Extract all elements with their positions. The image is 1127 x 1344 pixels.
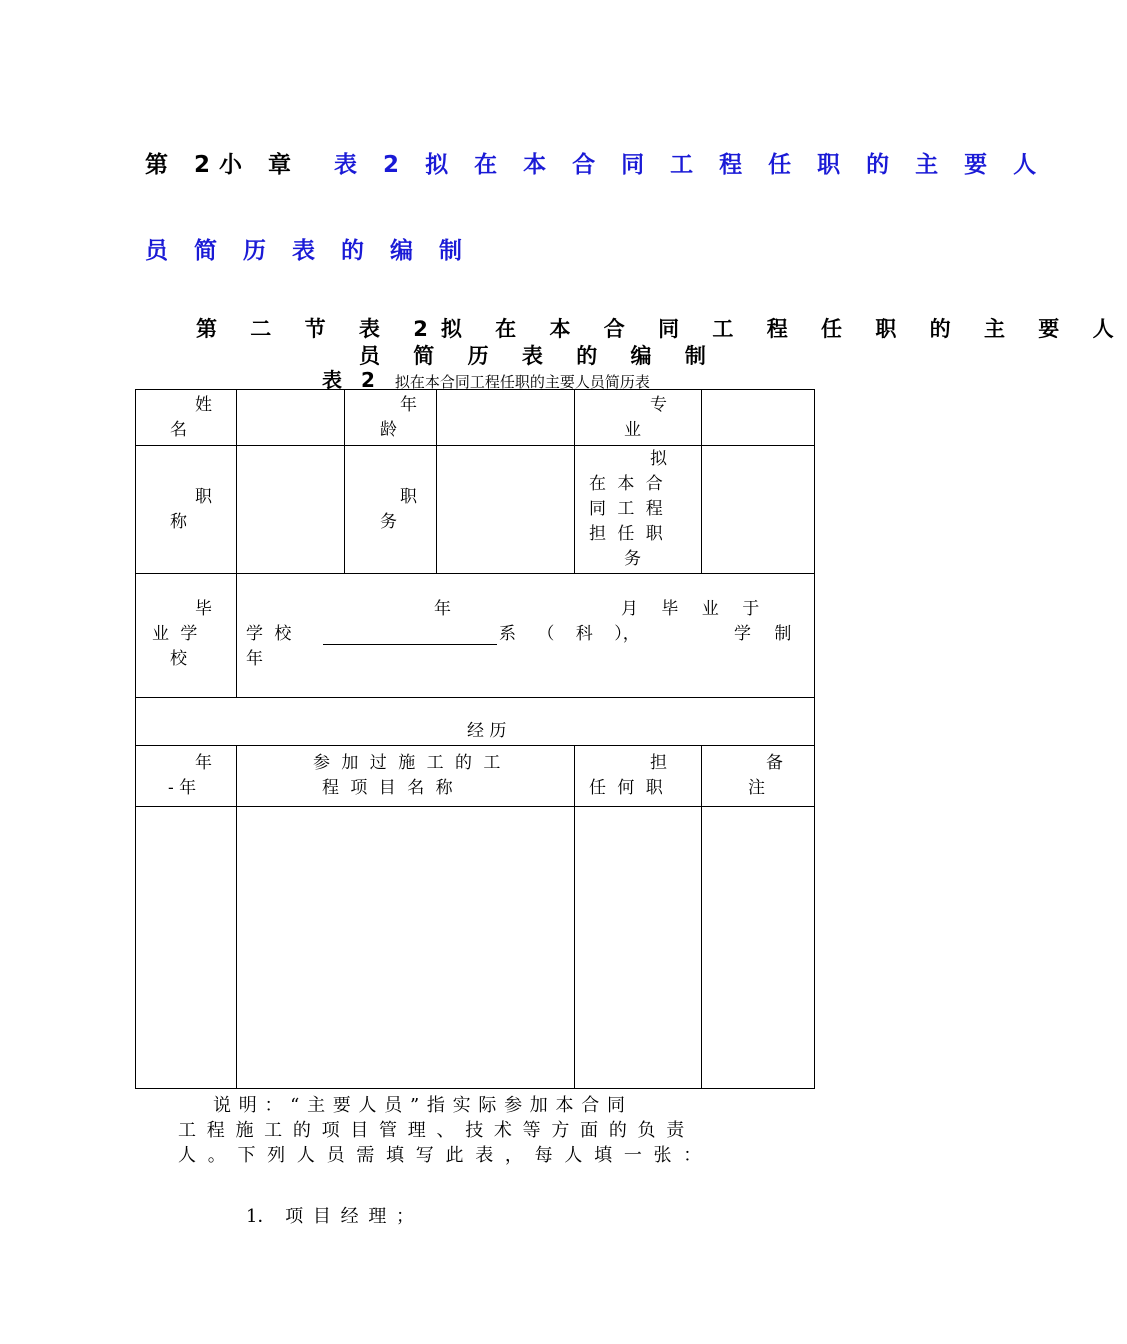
col-years-2: - 年	[168, 778, 197, 798]
experience-heading: 经 历	[467, 721, 507, 741]
planned-role-1: 拟	[650, 449, 667, 469]
table-vline	[574, 389, 575, 573]
table-hline	[135, 697, 815, 698]
col-years-1: 年	[195, 753, 212, 773]
title-label-1: 职	[195, 487, 212, 507]
table-caption-text: 拟在本合同工程任职的主要人员简历表	[394, 373, 650, 391]
planned-role-2: 在 本 合	[589, 474, 663, 494]
age-label-2: 龄	[380, 420, 397, 440]
col-role-2: 任 何 职	[589, 778, 663, 798]
name-label-1: 姓	[195, 395, 212, 415]
planned-role-3: 同 工 程	[589, 499, 663, 519]
table-vline	[701, 745, 702, 1089]
age-label-1: 年	[400, 395, 417, 415]
school-label-3: 校	[170, 649, 187, 669]
col-role-1: 担	[650, 753, 667, 773]
planned-role-5: 务	[624, 549, 641, 569]
note-item1: 1． 项 目 经 理 ；	[246, 1206, 415, 1227]
chapter-prefix: 第 2小 章	[145, 152, 301, 178]
school-school-word: 学 校	[246, 624, 292, 644]
school-name-blank[interactable]	[323, 630, 497, 645]
chapter-title-line2: 员 简 历 表 的 编 制	[145, 238, 472, 264]
chapter-heading	[145, 146, 1045, 179]
school-graduated-from: 月 毕 业 于	[621, 599, 760, 619]
school-year-suffix: 年	[246, 649, 263, 669]
note-line2: 工 程 施 工 的 项 目 管 理 、 技 术 等 方 面 的 负 责	[178, 1120, 685, 1141]
table-vline	[236, 389, 237, 698]
table-caption-label: 表 2	[322, 368, 381, 392]
title-label-2: 称	[170, 512, 187, 532]
col-remark-2: 注	[748, 778, 765, 798]
table-vline	[344, 389, 345, 573]
duty-label-1: 职	[400, 487, 417, 507]
table-hline	[135, 573, 815, 574]
section-heading-line2: 员 简 历 表 的 编 制	[359, 344, 719, 368]
school-label-1: 毕	[195, 599, 212, 619]
chapter-title-line1: 表 2 拟 在 本 合 同 工 程 任 职 的 主 要 人	[334, 152, 1046, 178]
name-label-2: 名	[170, 420, 187, 440]
section-heading-line1: 第 二 节 表 2拟 在 本 合 同 工 程 任 职 的 主 要 人	[196, 317, 1127, 341]
school-length-word: 学 制	[734, 624, 792, 644]
table-vline	[701, 389, 702, 573]
planned-role-4: 担 任 职	[589, 524, 663, 544]
major-label-2: 业	[624, 420, 641, 440]
school-year-word: 年	[434, 599, 451, 619]
table-hline	[135, 445, 815, 446]
major-label-1: 专	[650, 395, 667, 415]
table-hline	[135, 806, 815, 807]
col-remark-1: 备	[766, 753, 783, 773]
school-department-word: 系 （ 科 ），	[499, 624, 640, 644]
col-project-2: 程 项 目 名 称	[322, 778, 453, 798]
table-vline	[574, 745, 575, 1089]
school-label-2: 业 学	[152, 624, 198, 644]
note-line3: 人 。 下 列 人 员 需 填 写 此 表 ， 每 人 填 一 张 ：	[178, 1145, 702, 1166]
table-vline	[236, 745, 237, 1089]
duty-label-2: 务	[380, 512, 397, 532]
table-hline	[135, 745, 815, 746]
table-vline	[436, 389, 437, 573]
note-line1: 说 明 ： “ 主 要 人 员 ” 指 实 际 参 加 本 合 同	[213, 1095, 625, 1116]
col-project-1: 参 加 过 施 工 的 工	[313, 753, 501, 773]
